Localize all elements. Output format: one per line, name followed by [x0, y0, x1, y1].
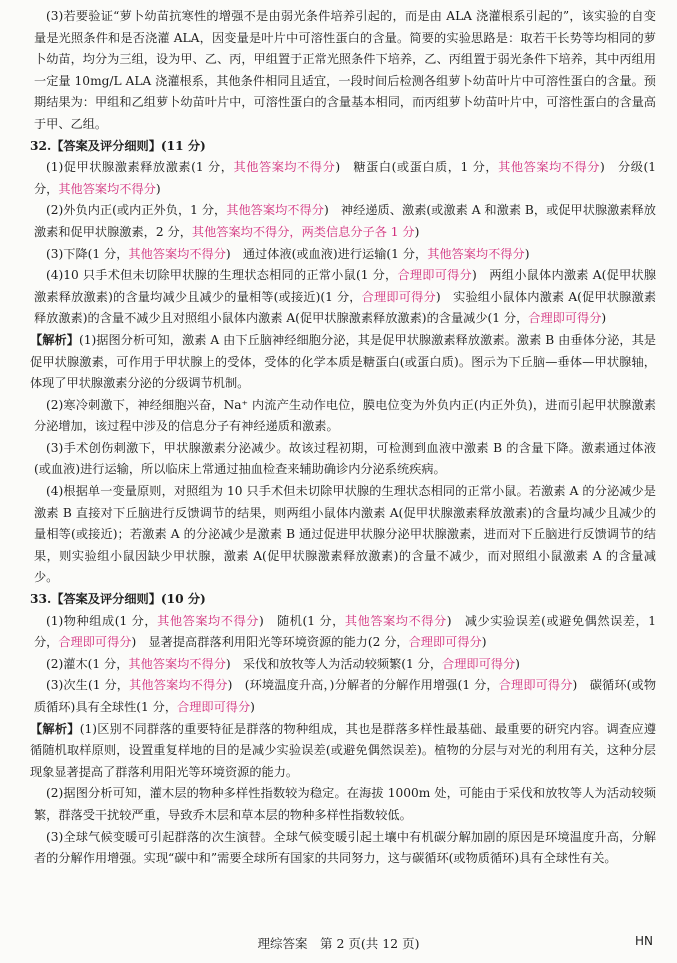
- page-footer: [0, 934, 677, 952]
- answer-text: ) 糖蛋白(或蛋白质，1 分，: [335, 160, 499, 175]
- section-heading: [30, 136, 656, 158]
- scoring-note: 其他答案均不得分: [128, 246, 226, 261]
- answer-text: (3)若要验证“萝卜幼苗抗寒性的增强不是由弱光条件培养引起的，而是由 ALA 浇灌根系引起的”，该实验的自变量是光照条件和是否浇灌 ALA，因变量是叶片中可溶性蛋白的含量。简要的实验思路是：取若干长势等均相同的萝卜幼苗，均分为三组，设为甲、乙、丙，甲组置于正常光照条件下培养，乙、丙组置于弱光条件下培养，其中丙组用一定量 10mg/L ALA 浇灌根系，其他条件相同且适宜，一段时间后检测各组萝卜幼苗叶片中可溶性蛋白的含量。预期结果为：甲组和乙组萝卜幼苗叶片中，可溶性蛋白的含量基本相同，而丙组萝卜幼苗叶片中，可溶性蛋白的含量高于甲、乙组。: [34, 9, 656, 131]
- answer-text: (3)手术创伤刺激下，甲状腺激素分泌减少。故该过程初期，可检测到血液中激素 B 的含量下降。激素通过体液(或血液)进行运输，所以临床上常通过抽血检查来辅助确诊内分泌系统疾病。: [34, 440, 656, 477]
- section-heading: [30, 719, 656, 784]
- answer-paragraph: [34, 481, 656, 589]
- answer-paragraph: [34, 438, 656, 481]
- answer-text: ) 采伐和放牧等人为活动较频繁(1 分，: [225, 656, 443, 671]
- scoring-note: 其他答案均不得分: [58, 181, 156, 196]
- section-heading: [30, 589, 656, 611]
- scoring-note: 其他答案均不得分: [226, 203, 324, 218]
- scoring-note: 其他答案均不得分: [427, 246, 525, 261]
- scoring-note: 合理即可得分: [58, 635, 132, 650]
- region-tag: HN: [635, 934, 653, 948]
- answer-paragraph: [34, 827, 656, 870]
- answer-text: (3)次生(1 分，: [46, 678, 130, 693]
- heading-text: 【解析】: [30, 332, 79, 347]
- heading-text: 32.【答案及评分细则】(11 分): [30, 138, 206, 153]
- answer-body: [30, 6, 657, 870]
- answer-paragraph: [34, 783, 656, 826]
- scoring-note: 合理即可得分: [408, 635, 482, 650]
- page-number-text: 理综答案 第 2 页(共 12 页): [257, 936, 420, 951]
- answer-text: ) 减少实验误差(或避免偶然误差，1 分，: [34, 613, 657, 650]
- scoring-note: 其他答案均不得分: [233, 160, 336, 175]
- answer-text: ) 两组小鼠体内激素 A(促甲状腺激素释放激素)的含量均减少且减少的量相等(或接近)(1 分，: [34, 268, 657, 304]
- answer-text: (1)促甲状腺激素释放激素(1 分，: [46, 160, 234, 175]
- answer-text: ) 神经递质、激素(或激素 A 和激素 B，或促甲状腺激素释放激素和促甲状腺激素，2 分，: [34, 203, 656, 239]
- scoring-note: 其他答案均不得分: [129, 678, 228, 693]
- answer-text: ) 分级(1 分，: [34, 160, 656, 196]
- answer-paragraph: [34, 244, 656, 266]
- answer-text: (2)灌木(1 分，: [46, 656, 129, 671]
- answer-paragraph: [34, 395, 656, 438]
- section-heading: [30, 330, 656, 395]
- answer-text: ): [481, 635, 487, 650]
- answer-text: ): [155, 181, 161, 196]
- answer-text: ): [250, 700, 255, 714]
- heading-text: 【解析】: [30, 721, 80, 736]
- scoring-note: 合理即可得分: [361, 289, 436, 304]
- scoring-note: 其他答案均不得分: [128, 656, 226, 671]
- answer-paragraph: [34, 654, 656, 676]
- answer-text: ): [601, 311, 607, 326]
- scoring-note: 合理即可得分: [397, 268, 472, 283]
- answer-text: (3)下降(1 分，: [46, 246, 129, 261]
- answer-text: ) 通过体液(或血液)进行运输(1 分，: [225, 246, 428, 261]
- answer-text: (1)据图分析可知，激素 A 由下丘脑神经细胞分泌，其是促甲状腺激素释放激素。激素 B 由垂体分泌，其是促甲状腺激素，可作用于甲状腺上的受体，受体的化学本质是糖蛋白(或蛋白质)。图示为下丘脑—垂体—甲状腺轴，体现了甲状腺激素分泌的分级调节机制。: [30, 332, 656, 391]
- answer-text: ) 实验组小鼠体内激素 A(促甲状腺激素释放激素)的含量不减少且对照组小鼠体内激素 A(促甲状腺激素释放激素)的含量减少(1 分，: [34, 289, 657, 326]
- answer-text: ): [515, 656, 520, 671]
- scoring-note: 其他答案均不得分: [344, 613, 447, 628]
- answer-paragraph: [34, 6, 656, 136]
- answer-text: ) (环境温度升高，)分解者的分解作用增强(1 分，: [227, 678, 499, 693]
- heading-text: 33.【答案及评分细则】(10 分): [30, 592, 206, 607]
- answer-text: ): [414, 224, 420, 239]
- answer-text: (2)寒冷刺激下，神经细胞兴奋，Na⁺ 内流产生动作电位，膜电位变为外负内正(内正外负)，进而引起甲状腺激素分泌增加，该过程中涉及的信息分子有神经递质和激素。: [34, 397, 656, 434]
- answer-paragraph: [34, 265, 656, 330]
- answer-text: (1)区别不同群落的重要特征是群落的物种组成，其也是群落多样性最基础、最重要的研究内容。调查应遵循随机取样原则，设置重复样地的目的是减少实验误差(或避免偶然误差)。植物的分层与对光的利用有关，这种分层现象显著提高了群落利用阳光等环境资源的能力。: [30, 721, 657, 779]
- scoring-note: 其他答案均不得分，两类信息分子各 1 分: [191, 224, 415, 239]
- answer-text: ) 显著提高群落利用阳光等环境资源的能力(2 分，: [131, 635, 409, 650]
- answer-text: (4)根据单一变量原则，对照组为 10 只手术但未切除甲状腺的生理状态相同的正常小鼠。若激素 A 的分泌减少是激素 B 直接对下丘脑进行反馈调节的结果，则两组小鼠体内激素 A(促甲状腺激素释放激素)的含量均减少且减少的量相等(或接近)；若激素 A 的分泌减少是激素 B 通过促进甲状腺分泌甲状腺激素，进而对下丘脑进行反馈调节的结果，则实验组小鼠因缺少甲状腺，激素 A(促甲状腺激素释放激素)的含量不减少，而对照组小鼠激素 A 的含量减少。: [34, 484, 656, 585]
- answer-text: (2)外负内正(或内正外负，1 分，: [46, 203, 227, 218]
- answer-text: (3)全球气候变暖可引起群落的次生演替。全球气候变暖引起土壤中有机碳分解加剧的原因是环境温度升高，分解者的分解作用增强。实现“碳中和”需要全球所有国家的共同努力，这与碳循环(或物质循环)具有全球性有关。: [34, 829, 656, 866]
- answer-text: (2)据图分析可知，灌木层的物种多样性指数较为稳定。在海拔 1000m 处，可能由于采伐和放牧等人为活动较频繁，群落受干扰较严重，导致乔木层和草本层的物种多样性指数较低。: [34, 786, 656, 822]
- answer-text: ) 碳循环(或物质循环)具有全球性(1 分，: [34, 678, 657, 714]
- scoring-note: 合理即可得分: [442, 656, 516, 671]
- answer-text: ): [524, 246, 530, 261]
- scoring-note: 合理即可得分: [177, 700, 251, 714]
- scoring-note: 其他答案均不得分: [498, 160, 600, 175]
- answer-paragraph: [34, 157, 656, 200]
- scoring-note: 其他答案均不得分: [157, 613, 259, 628]
- answer-paragraph: [34, 200, 656, 243]
- answer-paragraph: [34, 675, 656, 718]
- scoring-note: 合理即可得分: [498, 678, 573, 693]
- answer-paragraph: [34, 611, 656, 654]
- answer-text: (4)10 只手术但未切除甲状腺的生理状态相同的正常小鼠(1 分，: [46, 268, 398, 283]
- scoring-note: 合理即可得分: [528, 311, 602, 326]
- answer-text: ) 随机(1 分，: [258, 613, 345, 628]
- answer-text: (1)物种组成(1 分，: [46, 613, 158, 628]
